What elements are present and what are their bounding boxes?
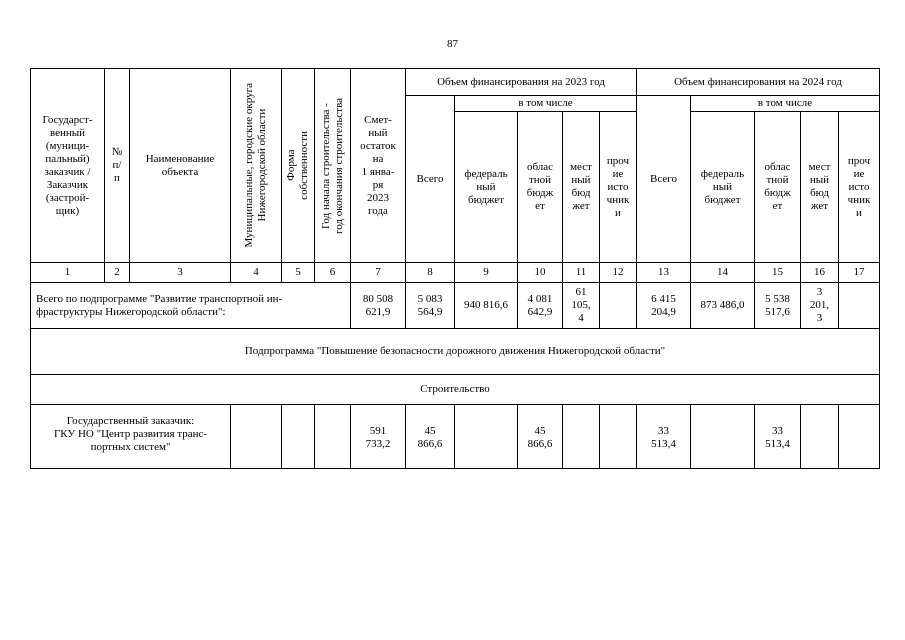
column-number (636, 262, 691, 283)
customer-total-2024 (636, 404, 691, 469)
total-regional-2023-text: 4 081 642,9 (527, 292, 553, 318)
column-number (800, 262, 839, 283)
header-construction-years-text: Год начала строительства - год окончания строительства (319, 97, 345, 234)
total-federal-2024-text: 873 486,0 (700, 299, 745, 311)
header-total-2023 (405, 95, 455, 263)
column-number (517, 262, 563, 283)
header-funding-2023-text: Объем финансирования на 2023 год (437, 75, 605, 88)
customer-other-2023 (599, 404, 637, 469)
header-construction-years (314, 68, 351, 263)
column-number-text: 14 (717, 266, 728, 278)
header-including-2024-text: в том числе (757, 97, 813, 109)
customer-estimated-balance (350, 404, 406, 469)
header-including-2023 (454, 95, 637, 112)
total-row-label-text: Всего по подпрограмме "Развитие транспортной ин- фраструктуры Нижегородской области": (36, 292, 283, 318)
column-number (599, 262, 637, 283)
header-other-2023-text: проч ие исто чник и (606, 154, 630, 219)
column-number (754, 262, 801, 283)
header-regional-2023-text: облас тной бюдж ет (526, 161, 554, 212)
column-number (30, 262, 105, 283)
column-number-text: 8 (427, 266, 433, 278)
section-title: Строительство (420, 383, 490, 395)
section-title-row (30, 374, 880, 405)
column-number-text: 13 (658, 266, 669, 278)
column-number (405, 262, 455, 283)
header-federal-2023 (454, 111, 518, 263)
column-number-text: 10 (534, 266, 546, 278)
customer-federal-2024 (690, 404, 755, 469)
total-other-2024 (838, 282, 880, 329)
column-number (454, 262, 518, 283)
total-regional-2023 (517, 282, 563, 329)
customer-local-2023 (562, 404, 600, 469)
header-customer-text: Государст- венный (муници- пальный) заказчик / Заказчик (застрой- щик) (42, 113, 93, 217)
customer-years (314, 404, 351, 469)
header-local-2023-text: мест ный бюд жет (570, 161, 592, 212)
column-number (838, 262, 880, 283)
customer-regional-2024-text: 33 513,4 (765, 425, 790, 450)
total-local-2023-text: 61 105, 4 (571, 286, 591, 324)
total-row-label (30, 282, 351, 329)
header-other-2023 (599, 111, 637, 263)
header-federal-2024 (690, 111, 755, 263)
column-number-text: 17 (853, 266, 865, 278)
customer-estimated-balance-text: 591 733,2 (365, 425, 391, 450)
column-number-text: 3 (177, 266, 183, 278)
header-funding-2023 (405, 68, 637, 96)
total-regional-2024 (754, 282, 801, 329)
total-estimated-balance-text: 80 508 621,9 (362, 292, 394, 318)
column-number (314, 262, 351, 283)
column-number-text: 2 (114, 266, 120, 278)
header-regional-2023 (517, 111, 563, 263)
customer-regional-2024 (754, 404, 801, 469)
header-customer (30, 68, 105, 263)
header-municipality (230, 68, 282, 263)
header-federal-2023-text: федераль ный бюджет (464, 167, 508, 206)
subprogram-title-row (30, 328, 880, 375)
column-number-text: 15 (772, 266, 783, 278)
total-total-2024-text: 6 415 204,9 (651, 292, 676, 318)
column-number-text: 6 (329, 266, 336, 278)
column-number (690, 262, 755, 283)
total-federal-2023-text: 940 816,6 (464, 299, 508, 311)
header-local-2024-text: мест ный бюд жет (808, 161, 831, 212)
header-total-2024 (636, 95, 691, 263)
column-number-text: 4 (253, 266, 259, 278)
column-number-text: 7 (375, 266, 381, 278)
header-federal-2024-text: федераль ный бюджет (700, 167, 745, 206)
total-total-2024 (636, 282, 691, 329)
header-object-name (129, 68, 231, 263)
column-number (350, 262, 406, 283)
customer-other-2024 (838, 404, 880, 469)
column-number (230, 262, 282, 283)
header-local-2023 (562, 111, 600, 263)
header-regional-2024 (754, 111, 801, 263)
customer-local-2024 (800, 404, 839, 469)
column-number-text: 5 (295, 266, 301, 278)
total-regional-2024-text: 5 538 517,6 (765, 292, 790, 318)
header-object-name-text: Наименование объекта (145, 152, 215, 178)
customer-total-2023-text: 45 866,6 (417, 425, 443, 450)
total-federal-2023 (454, 282, 518, 329)
header-other-2024-text: проч ие исто чник и (847, 154, 871, 219)
column-number-text: 1 (64, 266, 71, 278)
header-total-2023-text: Всего (416, 172, 444, 185)
header-funding-2024 (636, 68, 880, 96)
customer-ownership (281, 404, 315, 469)
customer-regional-2023-text: 45 866,6 (527, 425, 553, 450)
total-local-2023 (562, 282, 600, 329)
column-number (129, 262, 231, 283)
customer-total-2023 (405, 404, 455, 469)
header-estimated-balance-text: Смет- ный остаток на 1 янва- ря 2023 года (360, 113, 396, 217)
header-local-2024 (800, 111, 839, 263)
total-federal-2024 (690, 282, 755, 329)
header-municipality-text: Муниципальные, городские округа Нижегородской области (243, 83, 268, 248)
customer-municipality (230, 404, 282, 469)
header-ownership-text: Форма собственности (285, 131, 310, 200)
column-number (104, 262, 130, 283)
column-number (562, 262, 600, 283)
customer-total-2024-text: 33 513,4 (651, 425, 676, 450)
total-estimated-balance (350, 282, 406, 329)
column-number-text: 16 (814, 266, 825, 278)
header-number-text: № п/ п (111, 146, 123, 184)
header-estimated-balance (350, 68, 406, 263)
total-total-2023 (405, 282, 455, 329)
column-number (281, 262, 315, 283)
header-including-2023-text: в том числе (518, 97, 573, 109)
page-number: 87 (447, 38, 458, 50)
header-ownership (281, 68, 315, 263)
header-number (104, 68, 130, 263)
customer-regional-2023 (517, 404, 563, 469)
customer-name (30, 404, 231, 469)
column-number-text: 11 (575, 266, 587, 278)
header-other-2024 (838, 111, 880, 263)
customer-federal-2023 (454, 404, 518, 469)
subprogram-title: Подпрограмма "Повышение безопасности дорожного движения Нижегородской области" (244, 345, 666, 357)
total-local-2024-text: 3 201, 3 (809, 286, 830, 324)
header-regional-2024-text: облас тной бюдж ет (764, 161, 791, 212)
total-other-2023 (599, 282, 637, 329)
total-local-2024 (800, 282, 839, 329)
header-funding-2024-text: Объем финансирования на 2024 год (674, 75, 842, 88)
column-number-text: 12 (612, 266, 624, 278)
header-total-2024-text: Всего (650, 172, 677, 185)
column-number-text: 9 (483, 266, 489, 278)
header-including-2024 (690, 95, 880, 112)
total-total-2023-text: 5 083 564,9 (417, 292, 443, 318)
customer-name-text: Государственный заказчик: ГКУ НО "Центр развития транс- портных систем" (53, 415, 208, 453)
